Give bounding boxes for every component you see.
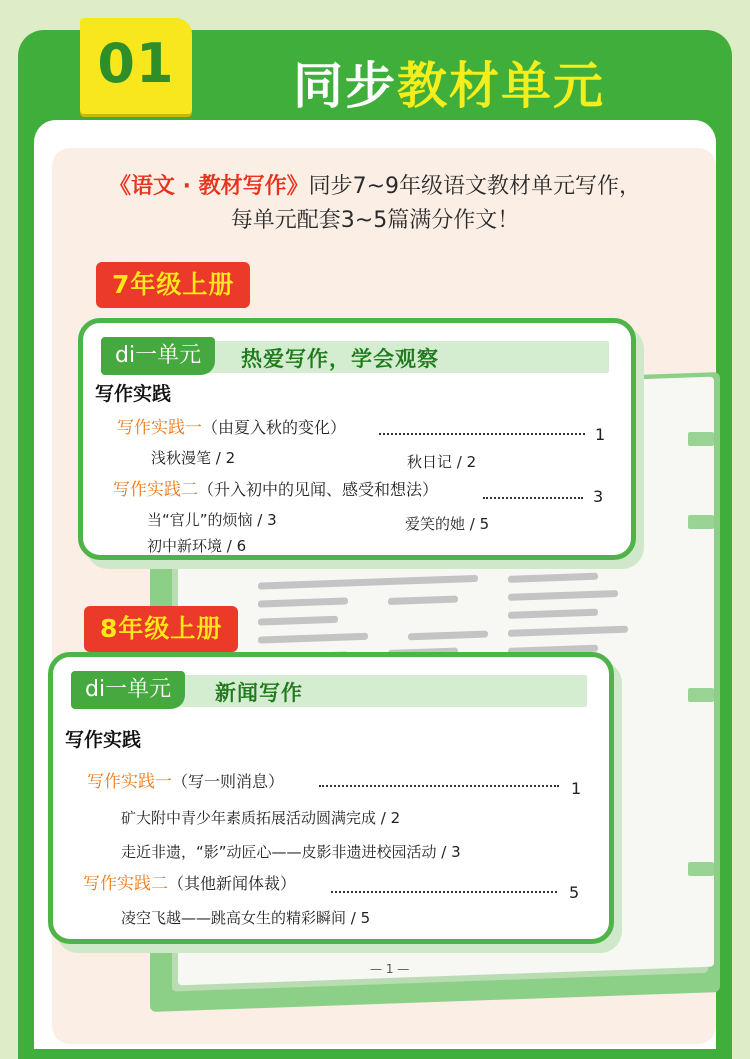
article-item: 浅秋漫笔 / 2 <box>151 449 236 467</box>
intro-line2: 每单元配套3~5篇满分作文！ <box>230 208 520 233</box>
section-heading: 写作实践 <box>65 729 142 751</box>
leader-dots <box>319 785 559 787</box>
practice-topic: （升入初中的见闻、感受和想法） <box>198 480 439 499</box>
practice-label: 写作实践一 <box>87 772 172 792</box>
article-item: 走近非遗，“影”动匠心——皮影非遗进校园活动 / 3 <box>121 843 461 861</box>
practice-2-row <box>113 475 438 500</box>
practice-label: 写作实践二 <box>83 874 168 894</box>
article-item: 凌空飞越——跳高女生的精彩瞬间 / 5 <box>121 909 371 927</box>
article-item: 初中新环境 / 6 <box>147 537 247 555</box>
title-yellow: 教材单元 <box>397 57 605 115</box>
practice-label: 写作实践二 <box>113 480 198 500</box>
grade8-tag: 8年级上册 <box>84 606 238 652</box>
leader-dots <box>379 433 585 435</box>
article-item: 秋日记 / 2 <box>407 453 477 471</box>
article-item: 当“官儿”的烦恼 / 3 <box>147 511 277 529</box>
title-white: 同步 <box>293 57 397 115</box>
unit-header <box>101 341 609 373</box>
grade8-card <box>48 652 614 944</box>
page-title <box>293 46 605 118</box>
practice-1-row <box>87 767 284 792</box>
book-page-number: — 1 — <box>370 962 410 976</box>
page-number: 5 <box>569 883 580 902</box>
side-tab <box>688 862 714 876</box>
leader-dots <box>483 497 583 499</box>
section-heading: 写作实践 <box>95 383 172 405</box>
unit-label: di一单元 <box>101 337 215 375</box>
page-number: 3 <box>593 487 604 506</box>
section-number-badge <box>80 18 192 114</box>
practice-topic: （由夏入秋的变化） <box>202 418 347 437</box>
book-name: 《语文 · 教材写作》 <box>108 174 309 199</box>
practice-topic: （写一则消息） <box>172 772 285 791</box>
header-bar <box>18 30 732 122</box>
side-tab <box>688 688 714 702</box>
article-item: 矿大附中青少年素质拓展活动圆满完成 / 2 <box>121 809 401 827</box>
page-number: 1 <box>595 425 606 444</box>
unit-label: di一单元 <box>71 671 185 709</box>
unit-header <box>71 675 587 707</box>
intro-line1: 同步7~9年级语文教材单元写作， <box>308 174 642 199</box>
intro-text <box>0 170 750 238</box>
unit-title: 新闻写作 <box>215 681 303 705</box>
page-number: 1 <box>571 779 582 798</box>
section-number: 01 <box>97 32 175 95</box>
article-item: 爱笑的她 / 5 <box>405 515 490 533</box>
practice-topic: （其他新闻体裁） <box>168 874 297 893</box>
grade7-card <box>78 318 636 560</box>
side-tab <box>688 515 714 529</box>
grade7-tag: 7年级上册 <box>96 262 250 308</box>
side-tab <box>688 432 714 446</box>
practice-1-row <box>117 413 346 438</box>
practice-label: 写作实践一 <box>117 418 202 438</box>
leader-dots <box>331 891 557 893</box>
unit-title: 热爱写作，学会观察 <box>241 347 439 371</box>
practice-2-row <box>83 869 296 894</box>
